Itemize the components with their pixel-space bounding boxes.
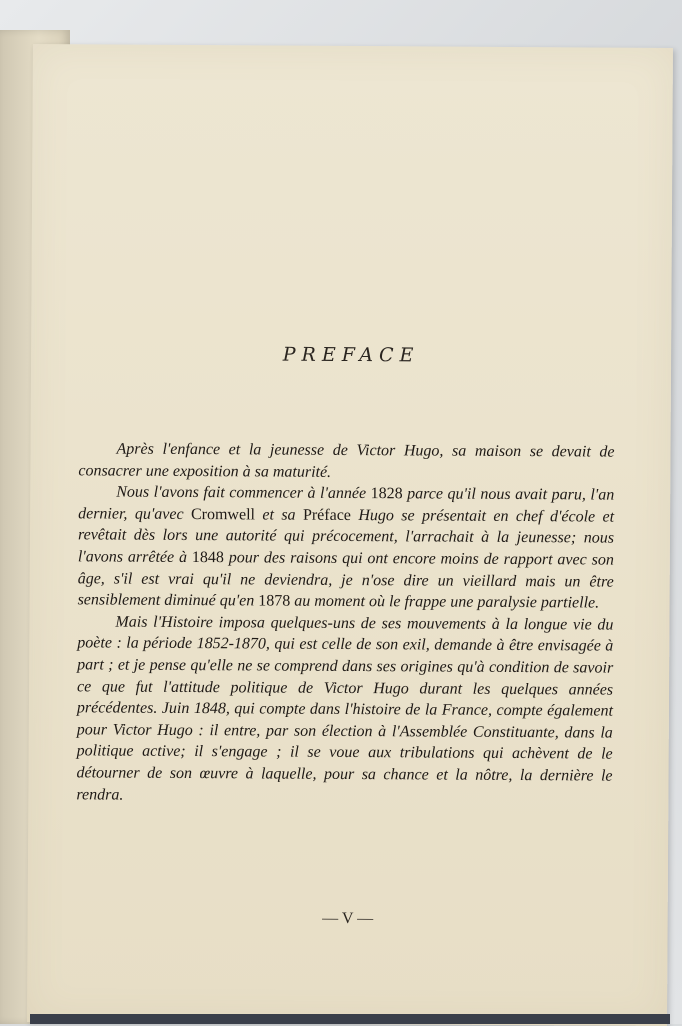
paragraph: [76, 611, 613, 809]
paragraph: [78, 482, 615, 615]
text-run: Préface: [302, 506, 352, 524]
text-run: 1828: [370, 485, 403, 503]
text-run: Mais l'Histoire imposa quelques-uns de ses mouvements à la longue vie du poète : la période 1852-1870, qui est celle de son exil, demande à être envisagée à part ; et je pense qu'elle ne se comprend dans ses origines qu'à condition de savoir ce que fut l'attitude politique de Victor Hugo durant les quelques années précédentes. Juin 1848, qui compte dans l'histoire de la France, compte également pour Victor Hugo : il entre, par son élection à l'Assemblée Constituante, dans la politique active; il s'engage ; il se voue aux tribulations qui achèvent de le détourner de son œuvre à laquelle, pour sa chance et la nôtre, la dernière le rendra.: [76, 613, 614, 804]
page-number: — V —: [322, 909, 374, 928]
text-run: 1848: [191, 549, 224, 567]
text-run: Nous l'avons fait commencer à l'année: [116, 483, 371, 503]
paragraph: [78, 438, 614, 484]
text-run: Après l'enfance et la jeunesse de Victor Hugo, sa maison se devait de consacrer une exposition à sa maturité.: [78, 440, 615, 481]
book-page: [27, 44, 673, 1026]
text-run: pour des raisons qui ont encore moins de rapport avec son âge, s'il est vrai qu'il ne deviendra, je n'ose dire un vieillard mais un être sensiblement diminué qu'en: [77, 549, 614, 610]
text-run: parce qu'il nous avait paru, l'an dernier, qu'avec: [78, 485, 615, 523]
text-run: 1878: [258, 592, 291, 610]
text-run: et sa: [254, 506, 304, 524]
page-title: PREFACE: [282, 343, 420, 367]
preface-text: [76, 438, 614, 808]
text-run: Cromwell: [190, 505, 256, 524]
text-run: au moment où le frappe une paralysie partielle.: [290, 592, 600, 612]
text-run: Hugo se présentait en chef d'école et revêtait dès lors une autorité qui précocement, l'arrachait à la jeunesse; nous l'avons arrêtée à: [77, 506, 615, 567]
binding-shadow: [30, 1014, 670, 1024]
